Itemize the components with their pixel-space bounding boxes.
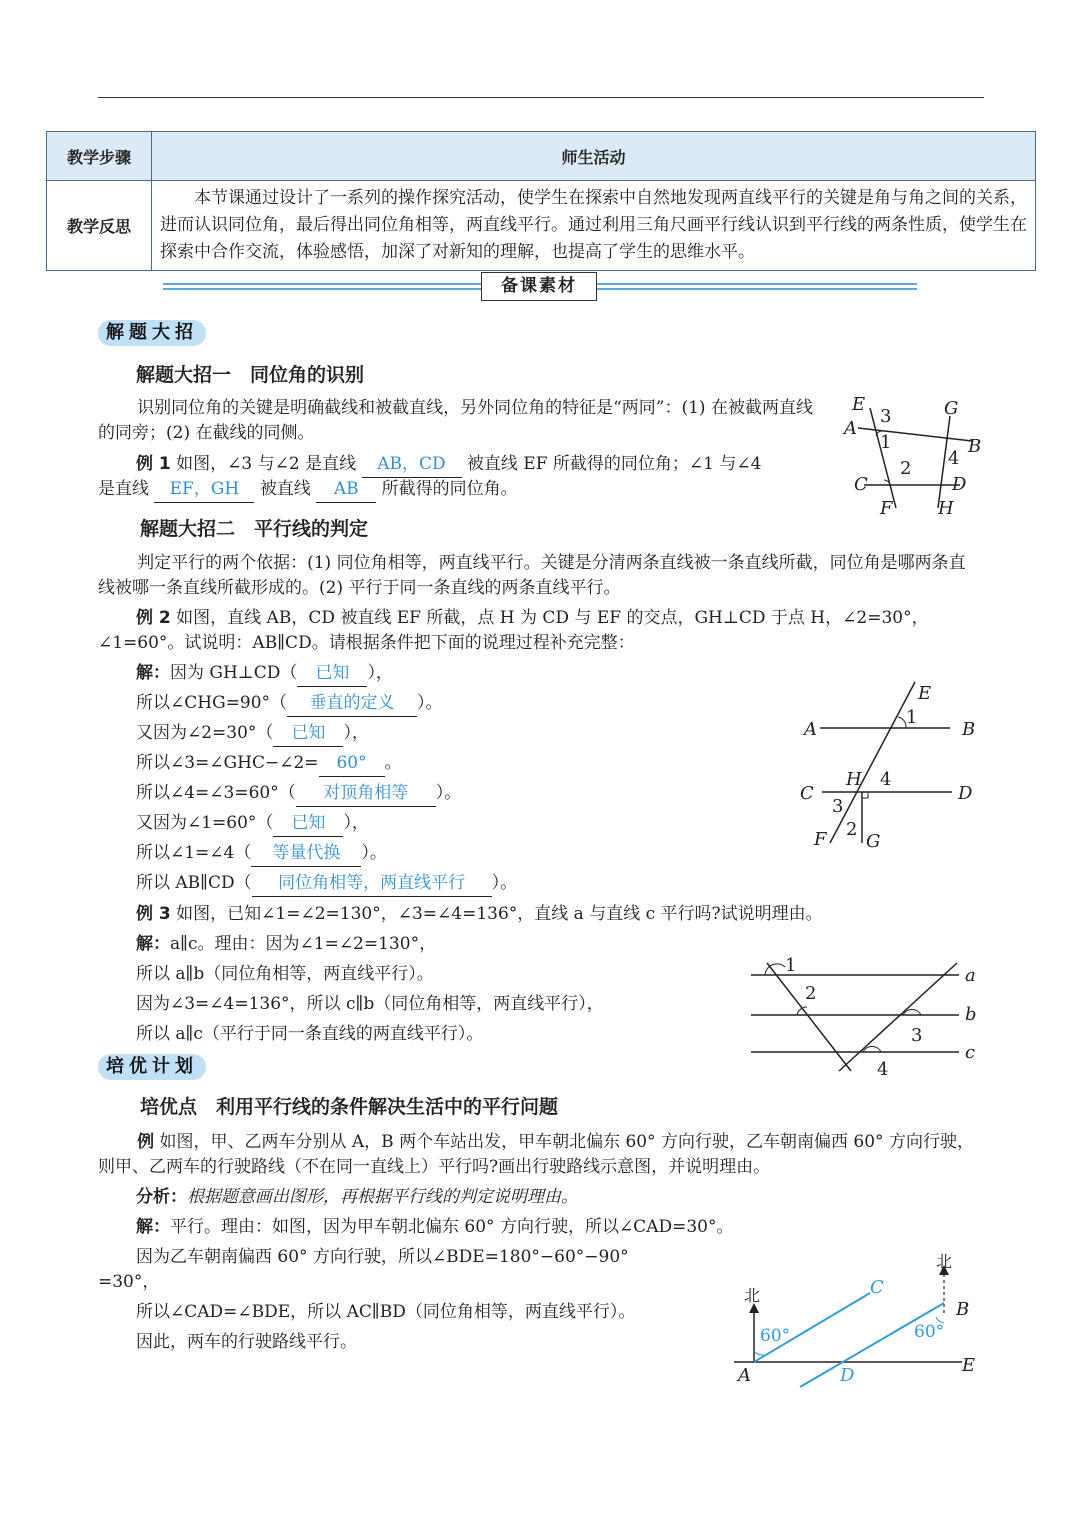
label-D: D	[952, 474, 967, 495]
adv-sol-2a: 因为乙车朝南偏西 60° 方向行驶，所以∠BDE=180°−60°−90°	[136, 1247, 629, 1267]
analysis-line	[136, 1185, 578, 1210]
ex1-text-c: 是直线	[98, 479, 149, 499]
angle-arc	[797, 1007, 807, 1015]
banner-label: 备课素材	[481, 272, 597, 301]
label-c: c	[965, 1042, 976, 1063]
angle-arc	[898, 717, 906, 728]
proof-pre: 所以 AB∥CD（	[136, 873, 252, 893]
proof-post: ），	[367, 663, 393, 683]
label-G: G	[866, 831, 881, 852]
transversal-right	[839, 963, 957, 1071]
transversal-left	[767, 963, 851, 1071]
label-A: A	[844, 418, 857, 439]
label-C: C	[800, 783, 814, 804]
pill-tips: 解题大招	[98, 320, 206, 346]
label-a: a	[965, 965, 976, 986]
proof-blank: 已知	[273, 811, 343, 837]
example3-line	[136, 902, 823, 927]
ex1-text-a: 如图，∠3 与∠2 是直线	[176, 454, 357, 474]
row-label: 教学反思	[47, 181, 152, 271]
analysis-text: 根据题意画出图形，再根据平行线的判定说明理由。	[187, 1187, 578, 1207]
label-b: b	[965, 1004, 977, 1025]
header-rule	[98, 97, 984, 98]
label-E: E	[918, 683, 932, 704]
label-B: B	[962, 719, 976, 740]
label-F: F	[880, 498, 893, 519]
label-C: C	[870, 1277, 884, 1298]
figure-parallel-proof	[800, 675, 990, 855]
angle-1: 1	[906, 707, 918, 728]
angle-60-A: 60°	[760, 1326, 791, 1346]
example1-line1	[136, 452, 761, 478]
proof-blank: 等量代换	[251, 841, 361, 867]
proof-blank: 60°	[319, 751, 385, 777]
proof-line-1	[136, 691, 443, 717]
example2-line1	[136, 606, 929, 631]
route-BD	[800, 1303, 944, 1387]
proof-line-5	[136, 811, 369, 837]
angle-2: 2	[805, 983, 817, 1004]
analysis-label: 分析：	[136, 1187, 187, 1207]
adv-sol-4: 因此，两车的行驶路线平行。	[136, 1332, 357, 1352]
proof-line-6	[136, 841, 387, 867]
right-angle-mark	[862, 792, 868, 798]
solve-label: 解：	[136, 1217, 170, 1237]
angle-2: 2	[846, 819, 858, 840]
label-B: B	[968, 436, 982, 457]
angle-2: 2	[900, 458, 912, 479]
col1-header: 教学步骤	[47, 132, 152, 181]
proof-blank: 垂直的定义	[287, 691, 417, 717]
ex3-label: 例 3	[136, 904, 171, 924]
proof-pre: 又因为∠1=60°（	[136, 813, 274, 833]
proof-line-4	[136, 781, 461, 807]
angle-4: 4	[877, 1059, 889, 1080]
ex2-label: 例 2	[136, 608, 171, 628]
proof-pre: 所以∠4=∠3=60°（	[136, 783, 296, 803]
adv-ex-label: 例	[137, 1132, 155, 1152]
section-banner	[163, 272, 917, 300]
adv-ex-text: 如图，甲、乙两车分别从 A，B 两个车站出发，甲车朝北偏东 60° 方向行驶，乙车朝南偏西 60° 方向行驶，则甲、乙两车的行驶路线（不在同一直线上）平行吗?画出行驶路线示意图，并说明理由。	[98, 1132, 974, 1177]
angle-arc	[754, 1351, 764, 1355]
angle-3: 3	[911, 1025, 923, 1046]
figure-three-lines	[745, 955, 985, 1080]
label-H: H	[846, 769, 862, 790]
adv-sol-1	[136, 1215, 733, 1240]
ex2-text1: 如图，直线 AB，CD 被直线 EF 所截，点 H 为 CD 与 EF 的交点，GH⊥CD 于点 H，∠2=30°，	[176, 608, 929, 628]
advanced-example	[98, 1130, 978, 1180]
proof-blank: 已知	[273, 721, 343, 747]
north-label-B: 北	[936, 1252, 953, 1271]
angle-3: 3	[880, 406, 892, 427]
ex2-text2: ∠1=60°。试说明：AB∥CD。请根据条件把下面的说理过程补充完整：	[98, 633, 635, 653]
ex1-blank2: EF，GH	[154, 477, 254, 503]
col2-header: 师生活动	[152, 132, 1036, 181]
proof-post: ），	[343, 813, 369, 833]
angle-1: 1	[785, 955, 797, 976]
ex1-blank1: AB，CD	[362, 452, 462, 478]
ex3-sol-1: 所以 a∥b（同位角相等，两直线平行）。	[136, 964, 434, 984]
label-E: E	[852, 394, 866, 415]
label-D: D	[840, 1365, 855, 1386]
angle-4: 4	[948, 448, 960, 469]
ex3-sol-3: 所以 a∥c（平行于同一条直线的两直线平行）。	[136, 1024, 484, 1044]
ex1-label: 例 1	[136, 454, 171, 474]
label-C: C	[854, 474, 868, 495]
proof-line-7	[136, 871, 517, 897]
ex3-text: 如图，已知∠1=∠2=130°，∠3=∠4=136°，直线 a 与直线 c 平行吗?试说明理由。	[176, 904, 823, 924]
ex1-text-b: 被直线 EF 所截得的同位角；∠1 与∠4	[466, 454, 762, 474]
tip1-title: 解题大招一 同位角的识别	[136, 364, 365, 386]
proof-post: ），	[343, 723, 369, 743]
angle-60-B: 60°	[914, 1322, 945, 1342]
label-B: B	[956, 1299, 970, 1320]
line-EF	[830, 682, 918, 843]
example1-line2	[98, 477, 518, 503]
proof-line-3	[136, 751, 402, 777]
figure-route-diagram	[730, 1252, 980, 1395]
advanced-title: 培优点 利用平行线的条件解决生活中的平行问题	[140, 1096, 559, 1118]
pill-advanced: 培优计划	[98, 1054, 206, 1080]
tip2-text: 判定平行的两个依据：(1) 同位角相等，两直线平行。关键是分清两条直线被一条直线所截，同位角是哪两条直线被哪一条直线所截形成的。(2) 平行于同一条直线的两条直线平行。	[98, 553, 966, 598]
adv-sol1-text: 平行。理由：如图，因为甲车朝北偏东 60° 方向行驶，所以∠CAD=30°。	[170, 1217, 734, 1237]
proof-post: 。	[384, 753, 402, 773]
label-D: D	[958, 783, 973, 804]
proof-blank: 已知	[297, 661, 367, 687]
angle-4: 4	[880, 769, 892, 790]
solve-label: 解：	[136, 934, 170, 954]
proof-pre: 又因为∠2=30°（	[136, 723, 274, 743]
ex3-sol-2: 因为∠3=∠4=136°，所以 c∥b（同位角相等，两直线平行），	[136, 994, 604, 1014]
ex3-sol-text: a∥c。理由：因为∠1=∠2=130°，	[170, 934, 437, 954]
proof-post: ）。	[491, 873, 518, 893]
ex1-text-e: 所截得的同位角。	[381, 479, 518, 499]
label-F: F	[814, 829, 827, 850]
proof-post: ）。	[435, 783, 462, 803]
proof-pre: 因为 GH⊥CD（	[170, 663, 298, 683]
label-H: H	[938, 498, 954, 519]
tip2-title: 解题大招二 平行线的判定	[140, 518, 369, 540]
label-A: A	[738, 1365, 751, 1386]
adv-sol-3: 所以∠CAD=∠BDE，所以 AC∥BD（同位角相等，两直线平行）。	[136, 1302, 636, 1322]
proof-post: ）。	[417, 693, 443, 713]
label-E: E	[962, 1355, 976, 1376]
ex3-sol-0	[136, 932, 436, 957]
label-G: G	[944, 398, 959, 419]
angle-3: 3	[832, 796, 844, 817]
north-label-A: 北	[744, 1286, 761, 1305]
lesson-table	[46, 131, 1036, 271]
reflection-text: 本节课通过设计了一系列的操作探究活动，使学生在探索中自然地发现两直线平行的关键是角与角之间的关系，进而认识同位角，最后得出同位角相等，两直线平行。通过利用三角尺画平行线认识到平行线的两条性质，使学生在探索中合作交流，体验感悟，加深了对新知的理解，也提高了学生的思维水平。	[152, 181, 1036, 271]
proof-pre: 所以∠1=∠4（	[136, 843, 252, 863]
angle-1: 1	[880, 432, 892, 453]
proof-pre: 所以∠3=∠GHC−∠2=	[136, 753, 319, 773]
tip1-text: 识别同位角的关键是明确截线和被截直线，另外同位角的特征是“两同”：(1) 在被截两直线的同旁；(2) 在截线的同侧。	[98, 398, 813, 443]
ex1-blank3: AB	[316, 477, 376, 503]
proof-line-2	[136, 721, 369, 747]
solve-label: 解：	[136, 663, 170, 683]
proof-pre: 所以∠CHG=90°（	[136, 693, 288, 713]
label-A: A	[804, 719, 817, 740]
proof-blank: 对顶角相等	[296, 781, 436, 807]
ex1-text-d: 被直线	[259, 479, 311, 499]
proof-blank: 同位角相等，两直线平行	[252, 871, 492, 897]
figure-corresponding-angles	[840, 390, 990, 520]
adv-sol-2b: =30°，	[98, 1272, 160, 1292]
proof-post: ）。	[361, 843, 387, 863]
proof-line-0	[136, 661, 393, 687]
